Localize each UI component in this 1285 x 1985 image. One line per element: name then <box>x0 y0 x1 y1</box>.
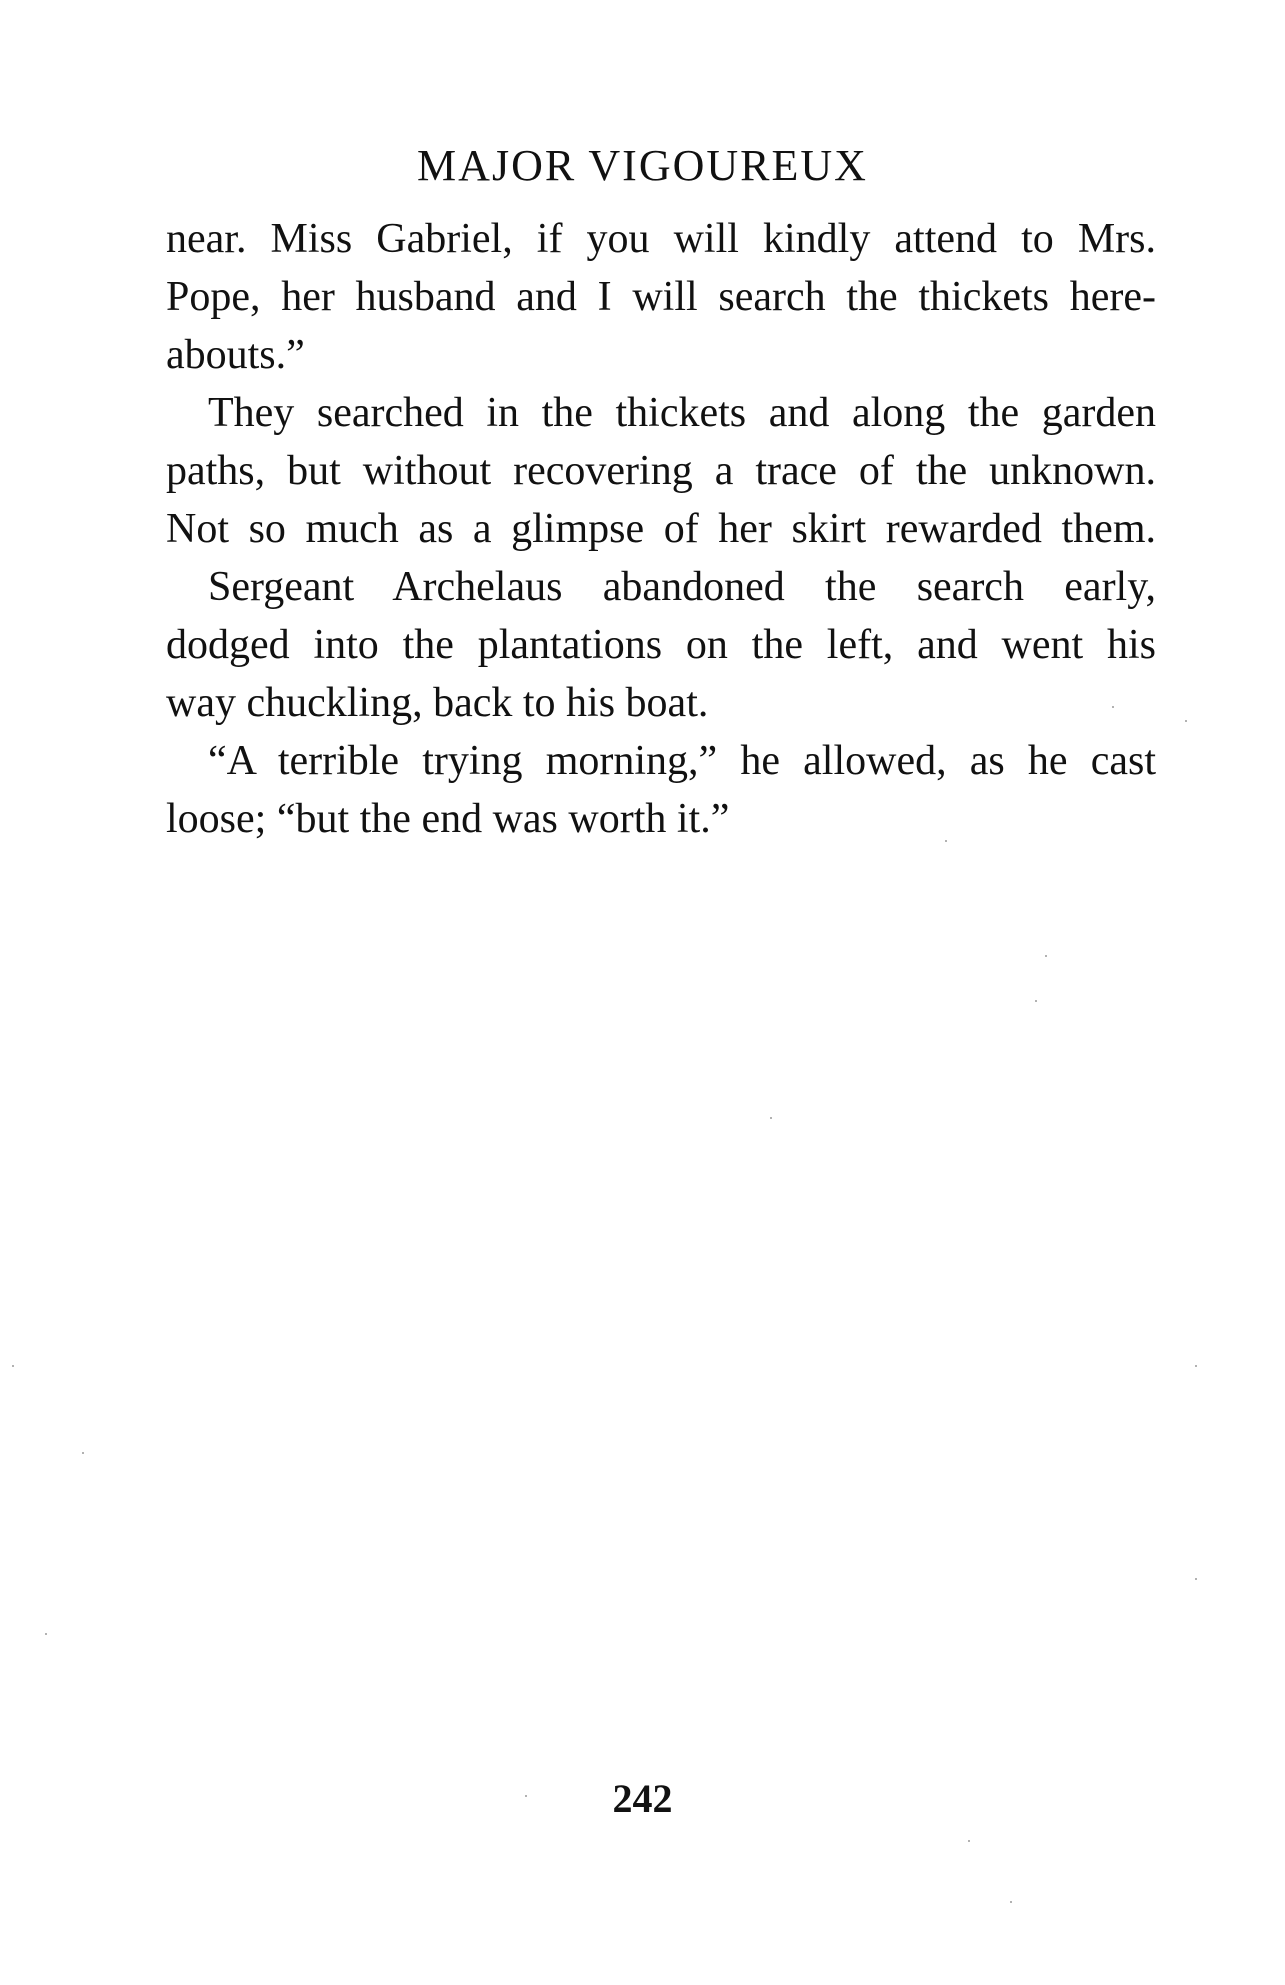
scan-speck <box>1112 706 1114 708</box>
text-line: They searched in the thickets and along the garden <box>208 390 1156 436</box>
scan-speck <box>968 1840 970 1842</box>
scan-speck <box>12 1365 14 1367</box>
text-line: Pope, her husband and I will search the thickets here- <box>166 274 1156 320</box>
text-line: Sergeant Archelaus abandoned the search early, <box>208 564 1156 610</box>
scan-speck <box>1195 1578 1197 1580</box>
running-head: MAJOR VIGOUREUX <box>417 141 868 190</box>
scan-speck <box>1035 1000 1037 1002</box>
scan-speck <box>1045 955 1047 957</box>
scan-speck <box>1010 1901 1012 1903</box>
text-line: dodged into the plantations on the left, and went his <box>166 622 1156 668</box>
scan-speck <box>1185 720 1187 722</box>
scan-speck <box>945 840 947 842</box>
scan-speck <box>1195 1365 1197 1367</box>
text-line: loose; “but the end was worth it.” <box>166 796 730 842</box>
text-line: way chuckling, back to his boat. <box>166 680 709 726</box>
text-line: Not so much as a glimpse of her skirt rewarded them. <box>166 506 1156 552</box>
scan-speck <box>525 1795 527 1797</box>
body-text <box>166 210 1156 848</box>
text-line: near. Miss Gabriel, if you will kindly attend to Mrs. <box>166 216 1156 262</box>
page-number: 242 <box>612 1776 673 1821</box>
scan-speck <box>82 1452 84 1454</box>
scan-speck <box>770 1117 772 1119</box>
scan-speck <box>45 1633 47 1635</box>
text-line: paths, but without recovering a trace of the unknown. <box>166 448 1156 494</box>
text-line: “A terrible trying morning,” he allowed, as he cast <box>208 738 1156 784</box>
text-line: abouts.” <box>166 332 305 378</box>
